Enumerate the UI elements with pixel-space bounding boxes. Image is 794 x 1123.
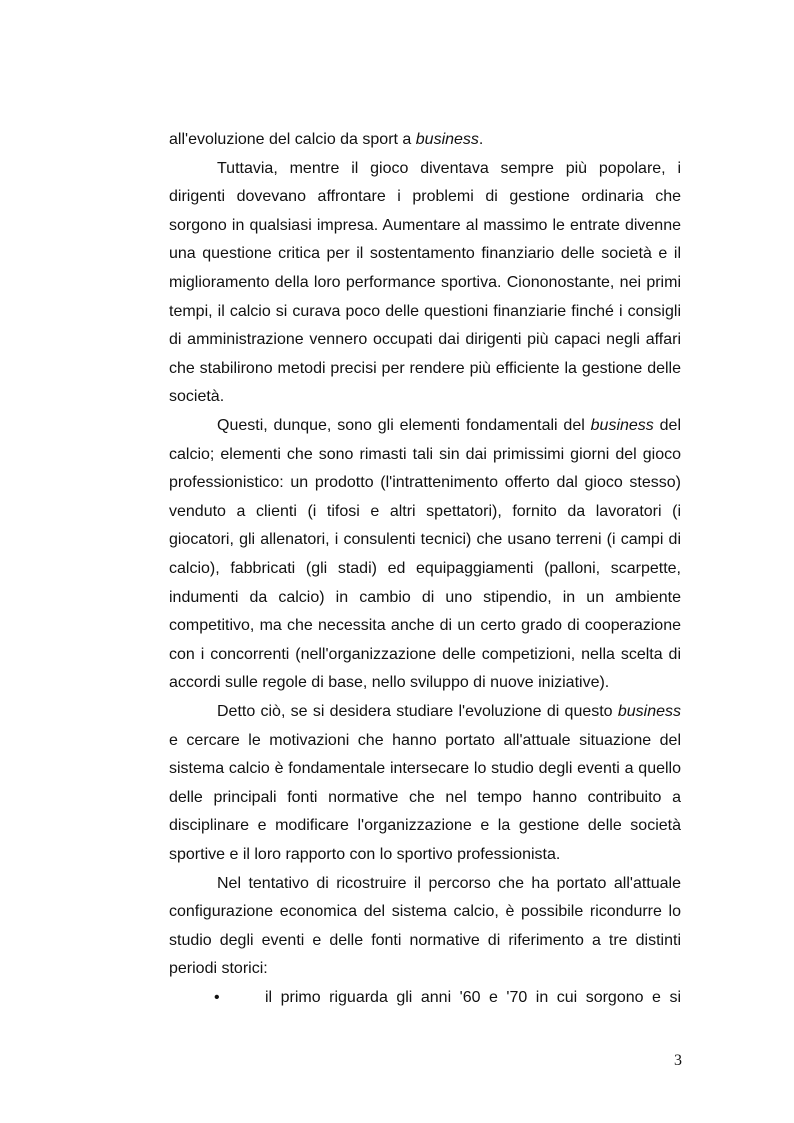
page-number: 3 xyxy=(674,1052,682,1069)
text-line: società. xyxy=(169,388,225,406)
paragraph-start-line: Tuttavia, mentre il gioco diventava sempre più popolare, i xyxy=(217,159,681,177)
text-line: e cercare le motivazioni che hanno portato all'attuale situazione del xyxy=(169,731,681,749)
text-line: disciplinare e modificare l'organizzazione e la gestione delle società xyxy=(169,817,681,835)
text-line: sistema calcio è fondamentale intersecare lo studio degli eventi a quello xyxy=(169,760,681,778)
text-line: professionistico: un prodotto (l'intrattenimento offerto dal gioco stesso) xyxy=(169,474,681,492)
text-line: indumenti da calcio) in cambio di uno stipendio, in un ambiente xyxy=(169,588,681,606)
text-line: che stabilirono metodi precisi per rendere più efficiente la gestione delle xyxy=(169,359,681,377)
text-line: all'evoluzione del calcio da sport a business. xyxy=(169,131,484,148)
text-line: giocatori, gli allenatori, i consulenti tecnici) che usano terreni (i campi di xyxy=(169,531,681,549)
paragraph-start-line: Detto ciò, se si desidera studiare l'evoluzione di questo business xyxy=(217,703,681,720)
text-line: calcio; elementi che sono rimasti tali sin dai primissimi giorni del gioco xyxy=(169,445,681,463)
text-line: studio degli eventi e delle fonti normative di riferimento a tre distinti xyxy=(169,931,681,949)
text-line: una questione critica per il sostentamento finanziario delle società e il xyxy=(169,245,681,263)
text-line: competitivo, ma che necessita anche di un certo grado di cooperazione xyxy=(169,617,681,635)
bullet-list-item: il primo riguarda gli anni '60 e '70 in cui sorgono e si xyxy=(265,989,681,1006)
paragraph-start-line: Questi, dunque, sono gli elementi fondamentali del business del xyxy=(217,417,681,434)
text-line: periodi storici: xyxy=(169,960,268,978)
text-line: accordi sulle regole di base, nello sviluppo di nuove iniziative). xyxy=(169,674,610,692)
text-line: sorgono in qualsiasi impresa. Aumentare al massimo le entrate divenne xyxy=(169,216,681,234)
text-line: di amministrazione vennero occupati dai dirigenti più capaci negli affari xyxy=(169,331,681,349)
text-line: configurazione economica del sistema calcio, è possibile ricondurre lo xyxy=(169,903,681,921)
bullet-icon: • xyxy=(214,989,220,1006)
text-line: calcio), fabbricati (gli stadi) ed equipaggiamenti (palloni, scarpette, xyxy=(169,560,681,577)
paragraph-start-line: Nel tentativo di ricostruire il percorso che ha portato all'attuale xyxy=(217,874,681,892)
text-line: delle principali fonti normative che nel tempo hanno contribuito a xyxy=(169,788,681,806)
text-line: con i concorrenti (nell'organizzazione delle competizioni, nella scelta di xyxy=(169,645,681,663)
text-line: miglioramento della loro performance sportiva. Ciononostante, nei primi xyxy=(169,274,681,291)
text-line: tempi, il calcio si curava poco delle questioni finanziarie finché i consigli xyxy=(169,302,681,320)
text-line: venduto a clienti (i tifosi e altri spettatori), fornito da lavoratori (i xyxy=(169,502,681,520)
text-line: sportive e il loro rapporto con lo sportivo professionista. xyxy=(169,846,561,863)
text-line: dirigenti dovevano affrontare i problemi di gestione ordinaria che xyxy=(169,188,681,206)
